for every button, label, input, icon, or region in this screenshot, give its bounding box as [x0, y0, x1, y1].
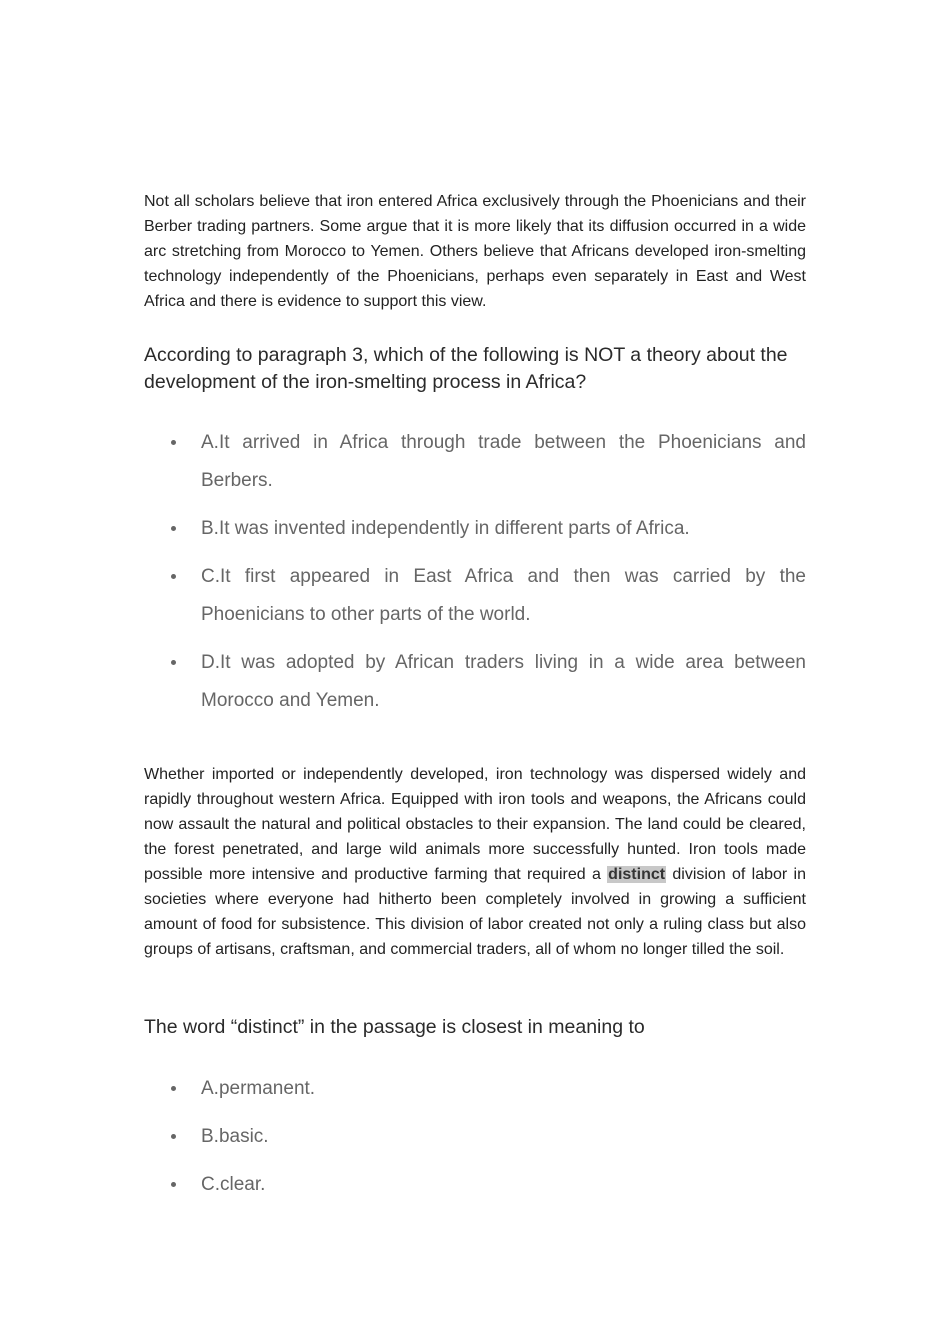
bullet-icon: [171, 440, 176, 445]
option-b[interactable]: [144, 1118, 806, 1156]
option-text: A.permanent.: [201, 1078, 316, 1099]
bullet-icon: [171, 1134, 176, 1139]
option-a[interactable]: [144, 1070, 806, 1108]
bullet-icon: [171, 526, 176, 531]
highlighted-word: distinct: [608, 866, 666, 883]
option-text: D.It was adopted by African traders living in a wide area between Morocco and Yemen.: [201, 652, 806, 711]
question-1-options: [144, 424, 806, 730]
option-text: B.basic.: [201, 1126, 269, 1147]
question-2-prompt: The word “distinct” in the passage is closest in meaning to: [144, 1016, 645, 1038]
passage-text-after: division of labor in societies where everyone had hitherto been completely involved in growing a sufficient amount of food for subsistence. This division of labor created not only a ruling class but also groups of artisans, craftsman, and commercial traders, all of whom no longer tilled the soil.: [144, 866, 807, 958]
bullet-icon: [171, 574, 176, 579]
option-text: C.It first appeared in East Africa and then was carried by the Phoenicians to other parts of the world.: [201, 566, 806, 625]
passage-paragraph-1: Not all scholars believe that iron entered Africa exclusively through the Phoenicians and their Berber trading partners. Some argue that it is more likely that its diffusion occurred in a wide arc stretching from Morocco to Yemen. Others believe that Africans developed iron-smelting technology independently of the Phoenicians, perhaps even separately in East and West Africa and there is evidence to support this view.: [144, 193, 806, 310]
passage-paragraph-2: [144, 762, 806, 962]
question-2-options: [144, 1070, 806, 1214]
question-1-prompt: According to paragraph 3, which of the following is NOT a theory about the development of the iron-smelting process in Africa?: [144, 344, 788, 393]
option-c[interactable]: [144, 1166, 806, 1204]
option-a[interactable]: [144, 424, 806, 500]
bullet-icon: [171, 660, 176, 665]
passage-text-before: Whether imported or independently developed, iron technology was dispersed widely and rapidly throughout western Africa. Equipped with iron tools and weapons, the Africans could now assault the natural and political obstacles to their expansion. The land could be cleared, the forest penetrated, and large wild animals more successfully hunted. Iron tools made possible more intensive and productive farming that required a: [144, 766, 806, 883]
option-d[interactable]: [144, 644, 806, 720]
option-text: B.It was invented independently in different parts of Africa.: [201, 518, 690, 539]
option-text: C.clear.: [201, 1174, 266, 1195]
option-text: A.It arrived in Africa through trade between the Phoenicians and Berbers.: [201, 432, 806, 491]
bullet-icon: [171, 1182, 176, 1187]
option-c[interactable]: [144, 558, 806, 634]
bullet-icon: [171, 1086, 176, 1091]
option-b[interactable]: [144, 510, 806, 548]
